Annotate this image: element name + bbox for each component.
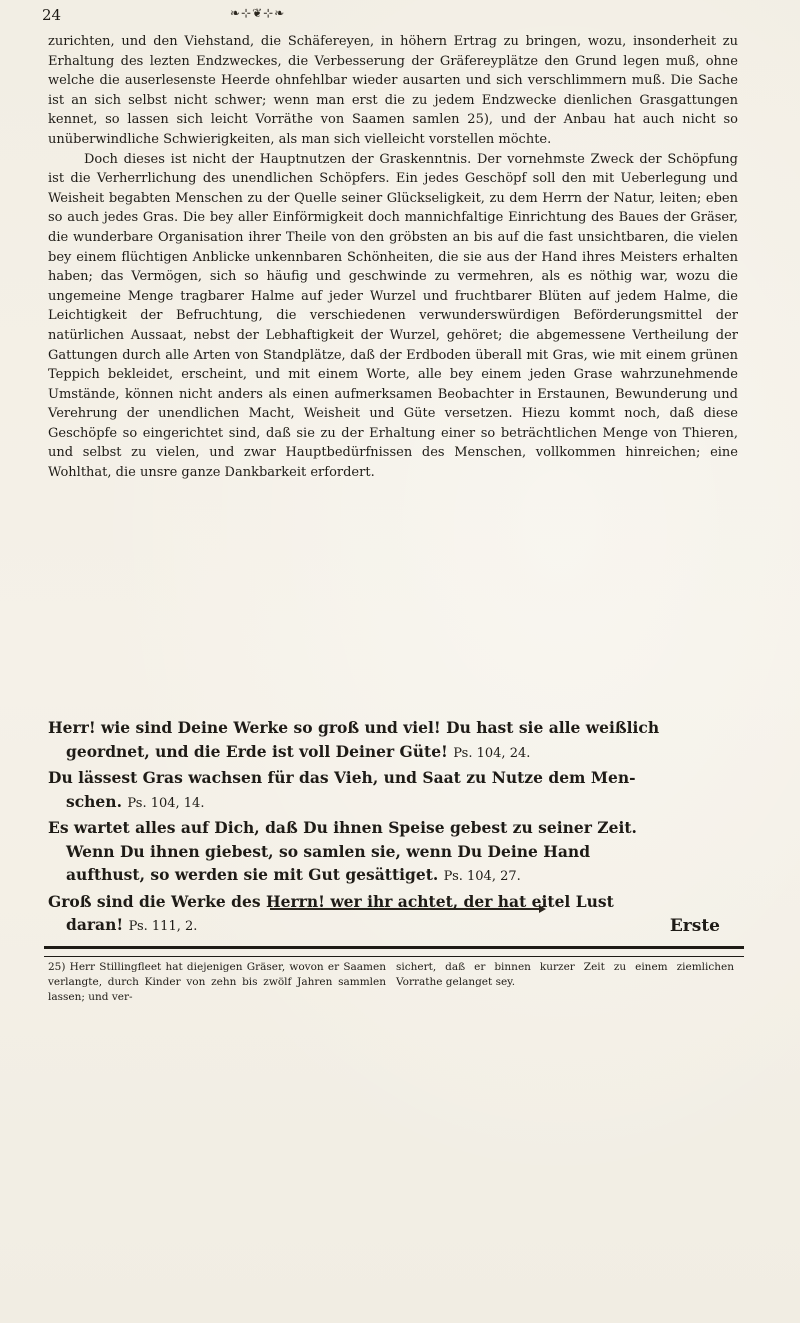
verse-psalm-104-14: [48, 766, 738, 815]
verse-line: Wenn Du ihnen giebest, so samlen sie, wenn Du Deine Hand: [66, 841, 591, 861]
psalm-verses: [48, 716, 738, 940]
page-number: 24: [42, 6, 62, 24]
footnote-column-left: 25) Herr Stillingfleet hat diejenigen Gräser, wovon er Saamen verlangte, durch Kinder von zehn bis zwölf Jahren sammlen lassen; und ver-: [48, 961, 386, 1003]
catchword: Erste: [669, 916, 720, 936]
verse-line: Es wartet alles auf Dich, daß Du ihnen Speise gebest zu seiner Zeit.: [48, 818, 637, 837]
verse-line: Herr! wie sind Deine Werke so groß und viel! Du hast sie alle weißlich: [48, 718, 660, 737]
footnote-divider: [44, 946, 744, 957]
verse-reference: Ps. 104, 27.: [443, 869, 521, 884]
page-header: [40, 6, 720, 32]
verse-psalm-104-24: [48, 716, 738, 765]
verse-reference: Ps. 111, 2.: [128, 919, 198, 934]
verse-line: Groß sind die Werke des Herrn! wer ihr achtet, der hat eitel Lust: [48, 891, 614, 911]
verse-line: geordnet, und die Erde ist voll Deiner Güte!: [66, 741, 448, 761]
main-text: [48, 32, 738, 483]
verse-line: schen.: [66, 791, 122, 811]
verse-reference: Ps. 104, 24.: [453, 745, 531, 761]
paragraph-continued: zurichten, und den Viehstand, die Schäfereyen, in höhern Ertrag zu bringen, wozu, insonderheit zu Erhaltung des lezten Endzweckes, die Verbesserung der Gräfereyplätze den Grund legen muß, ohne welche die auserlesenste Heerde ohnfehlbar wieder ausarten und sich verschlimmern muß. Die Sache ist an sich selbst nicht schwer; wenn man erst die zu jedem Endzwecke dienlichen Grasgattungen kennet, so lassen sich leicht Vorräthe von Saamen samlen 25), und der Anbau hat auch nicht so unüberwindliche Schwierigkeiten, als man sich vielleicht vorstellen möchte.: [48, 34, 738, 147]
verse-line: Du lässest Gras wachsen für das Vieh, und Saat zu Nutze dem Men-: [48, 768, 636, 787]
paragraph-graskenntnis: Doch dieses ist nicht der Hauptnutzen der Graskenntnis. Der vornehmste Zweck der Schöpfung ist die Verherrlichung des unendlichen Schöpfers. Ein jedes Geschöpf soll den mit Ueberlegung und Weisheit begabten Menschen zu der Quelle seiner Glückseligkeit, zu dem Herrn der Natur, leiten; eben so auch jedes Gras. Die bey aller Einförmigkeit doch mannichfaltige Einrichtung des Baues der Gräser, die wunderbare Organisation ihrer Theile von den gröbsten an bis auf die fast unsichtbaren, die vielen bey einem flüchtigen Anblicke unkennbaren Schönheiten, die sie aus der Hand ihres Meisters erhalten haben; das Vermögen, sich so häufig und geschwinde zu vermehren, als es nöthig war, wozu die ungemeine Menge tragbarer Halme auf jeder Wurzel und fruchtbarer Blüten auf jedem Halme, die Leichtigkeit der Befruchtung, die verschiedenen verwunderswürdigen Beförderungsmittel der natürlichen Aussaat, nebst der Lebhaftigkeit der Wurzel, gehöret; die abgemessene Vertheilung der Gattungen durch alle Arten von Standplätze, daß der Erdboden überall mit Gras, wie mit einem grünen Teppich bekleidet, erscheint, und mit einem Worte, alle bey einem jeden Grase wahrzunehmende Umstände, können nicht anders als einen aufmerksamen Beobachter in Erstaunen, Bewunderung und Verehrung der unendlichen Macht, Weisheit und Güte versetzen. Hiezu kommt noch, daß diese Geschöpfe so eingerichtet sind, daß sie zu der Erhaltung einer so beträchtlichen Menge von Thieren, und selbst zu vielen, und zwar Hauptbedürfnissen des Menschen, vollkommen hinreichen; eine Wohlthat, die unsre ganze Dankbarkeit erfordert.: [48, 151, 738, 481]
header-ornament: ❧⊹❦⊹❧: [230, 6, 286, 20]
verse-reference: Ps. 104, 14.: [127, 795, 205, 811]
verse-line: aufthust, so werden sie mit Gut gesättiget.: [66, 865, 439, 884]
footnote: [48, 960, 738, 1005]
verse-line: daran!: [66, 915, 124, 934]
verse-psalm-104-27: [48, 816, 738, 889]
footnote-column-right: sichert, daß er binnen kurzer Zeit zu einem ziemlichen Vorrathe gelanget sey.: [396, 961, 734, 988]
section-divider: [270, 908, 540, 910]
